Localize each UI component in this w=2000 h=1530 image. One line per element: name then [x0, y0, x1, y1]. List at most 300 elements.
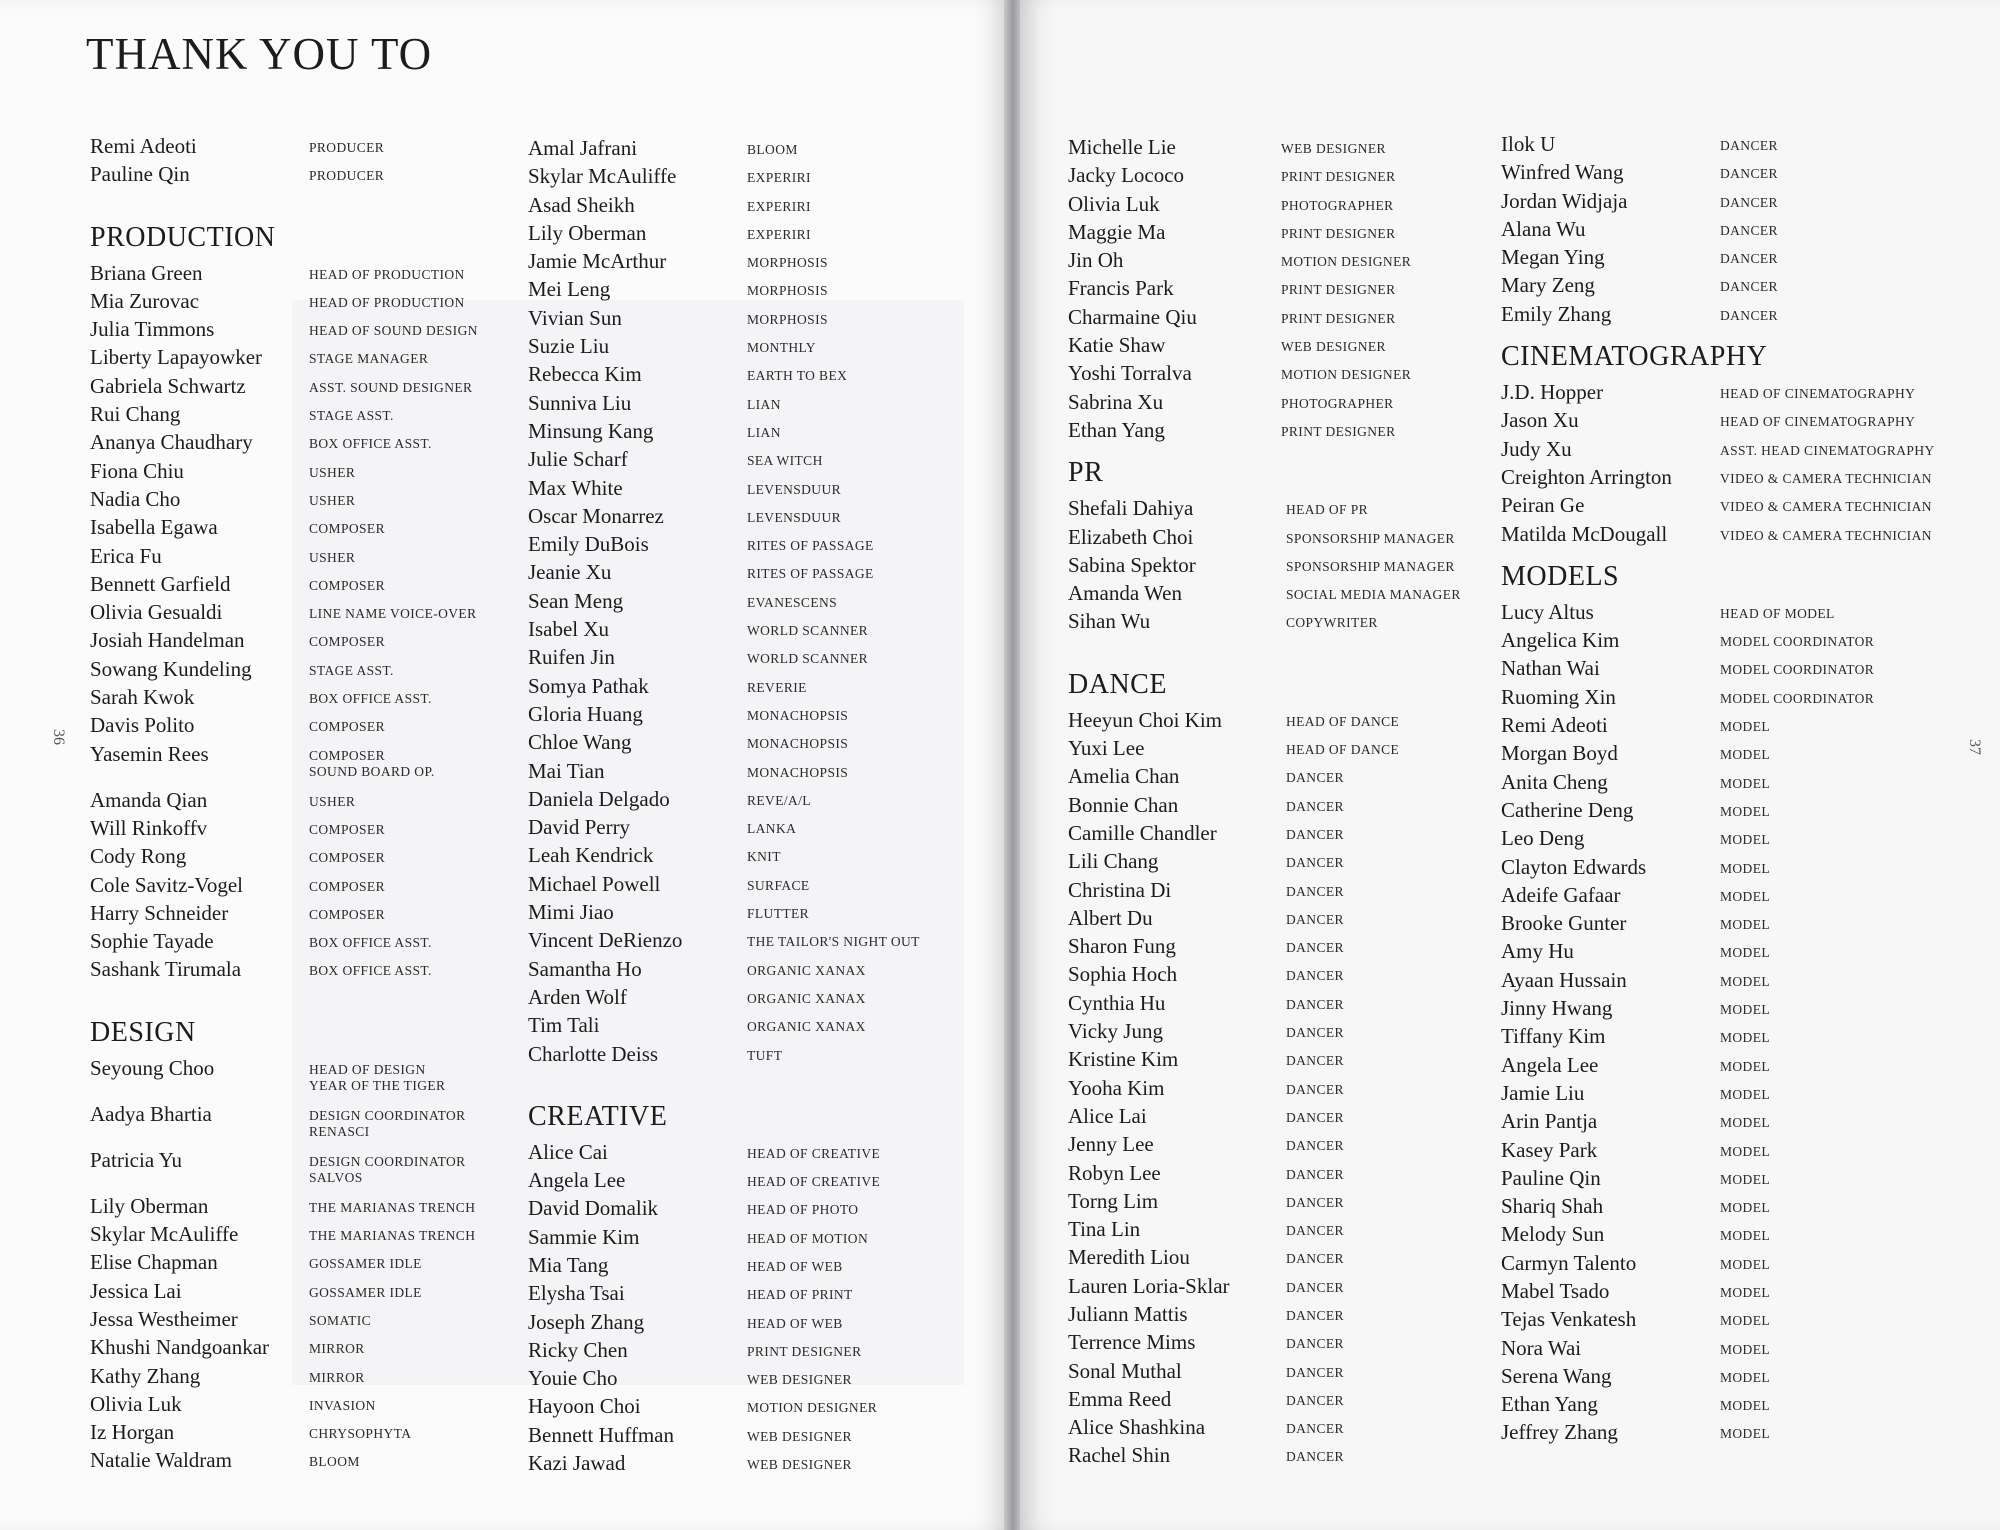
producers-list [90, 132, 478, 189]
credit-role [1720, 654, 1874, 678]
credit-role [1286, 1102, 1344, 1126]
credit-row [90, 400, 478, 428]
credit-role [747, 1138, 880, 1162]
credit-role [1281, 303, 1395, 327]
credit-role [1286, 523, 1455, 547]
credit-row [528, 1194, 920, 1222]
credit-role [1720, 130, 1778, 154]
credit-name: Kazi Jawad [528, 1451, 626, 1476]
credit-row [1501, 406, 1935, 434]
credit-role [309, 899, 385, 923]
credit-name: Amanda Qian [90, 787, 208, 812]
credit-role-line: MORPHOSIS [747, 311, 828, 327]
credit-role-line: SOCIAL MEDIA MANAGER [1286, 587, 1461, 603]
credit-role-line: MORPHOSIS [747, 283, 828, 299]
credit-role [1281, 133, 1386, 157]
credit-role [747, 445, 823, 469]
credit-role-line: STAGE ASST. [309, 662, 394, 678]
credit-name: Meredith Liou [1068, 1245, 1190, 1270]
credit-role [747, 1421, 852, 1445]
credit-role [309, 711, 385, 735]
credit-row [1068, 1441, 1461, 1469]
credit-row [1068, 1102, 1461, 1130]
credit-name: Max White [528, 475, 623, 500]
credit-role [309, 740, 435, 780]
credit-role [1720, 711, 1770, 735]
credit-row [1501, 768, 1935, 796]
credit-row [1068, 932, 1461, 960]
credit-role [1720, 463, 1932, 487]
credit-role [1281, 331, 1386, 355]
credit-name: Ricky Chen [528, 1337, 628, 1362]
credit-role-line: MODEL [1720, 888, 1770, 904]
credit-role-line: WEB DESIGNER [1281, 141, 1386, 156]
credit-role [309, 1220, 475, 1244]
credit-role [747, 1251, 843, 1275]
credit-role-line: WORLD SCANNER [747, 623, 869, 639]
credit-row [90, 955, 478, 983]
credit-role [1281, 218, 1395, 242]
credit-role [309, 598, 476, 622]
credit-role-line: MONTHLY [747, 340, 816, 356]
credit-role [1720, 215, 1778, 239]
credit-role [1720, 491, 1932, 515]
credit-role-line: INVASION [309, 1397, 376, 1413]
credit-role-line: LIAN [747, 424, 781, 440]
credit-name: Rachel Shin [1068, 1443, 1171, 1468]
credit-row [1501, 187, 1935, 215]
credit-role-line: MIRROR [309, 1369, 365, 1385]
credit-role-line: VIDEO & CAMERA TECHNICIAN [1720, 527, 1932, 543]
credit-name: Kasey Park [1501, 1137, 1598, 1162]
credit-role [747, 1166, 880, 1190]
credit-name: Rui Chang [90, 402, 181, 427]
credit-role [747, 785, 811, 809]
credit-name: Nora Wai [1501, 1335, 1582, 1360]
credit-role-line: FLUTTER [747, 906, 810, 922]
credit-name: Elysha Tsai [528, 1281, 625, 1306]
credit-role-line: DANCER [1286, 883, 1344, 899]
credit-name: Fiona Chiu [90, 458, 184, 483]
credit-role-line: DESIGN COORDINATOR [309, 1107, 466, 1123]
credit-row [1501, 1249, 1935, 1277]
credit-name: Remi Adeoti [90, 134, 197, 158]
credit-role [1720, 243, 1778, 267]
credit-role-line: HEAD OF PR [1286, 502, 1369, 518]
credit-row [90, 485, 478, 513]
credit-row [1068, 303, 1461, 331]
credit-name: Sean Meng [528, 588, 624, 613]
credit-role-line: USHER [309, 492, 356, 508]
credit-row [90, 1418, 478, 1446]
credit-name: Josiah Handelman [90, 628, 245, 653]
credit-role-line: COMPOSER [309, 906, 385, 922]
credit-role [1286, 847, 1344, 871]
credit-role-line: DANCER [1286, 1421, 1344, 1437]
credit-row [1501, 1051, 1935, 1079]
credit-role [309, 683, 432, 707]
credit-role-line: DANCER [1286, 1025, 1344, 1041]
credit-name: Elizabeth Choi [1068, 524, 1194, 549]
credit-role-line: PRINT DESIGNER [1281, 423, 1396, 439]
design-heading: DESIGN [90, 1016, 196, 1048]
credit-row [90, 1100, 478, 1146]
credit-role [747, 898, 809, 922]
credit-role [747, 643, 868, 667]
credit-role [309, 1100, 466, 1140]
credit-role [309, 287, 465, 311]
credit-role-line: COMPOSER [309, 850, 385, 866]
credit-role [1720, 909, 1770, 933]
credit-row [528, 134, 920, 162]
credit-role [1286, 989, 1344, 1013]
credit-row [90, 740, 478, 786]
credit-name: Cynthia Hu [1068, 990, 1166, 1015]
credit-row [90, 132, 478, 160]
credit-row [1501, 491, 1935, 519]
credit-role [309, 871, 385, 895]
credit-name: Mabel Tsado [1501, 1278, 1610, 1303]
credit-row [1068, 762, 1461, 790]
credit-name: Jinny Hwang [1501, 996, 1613, 1021]
credit-row [1068, 246, 1461, 274]
credit-row [1068, 190, 1461, 218]
credit-role [309, 485, 355, 509]
credit-role-line: DANCER [1720, 194, 1778, 210]
credit-role [1720, 824, 1770, 848]
credit-row [90, 711, 478, 739]
credit-role [747, 1223, 868, 1247]
credit-role [309, 1305, 371, 1329]
credit-row [1501, 158, 1935, 186]
credit-role [1720, 1334, 1770, 1358]
credit-role-line: MODEL [1720, 1256, 1770, 1272]
credit-name: Harry Schneider [90, 900, 229, 925]
credit-name: Jessica Lai [90, 1278, 182, 1303]
credit-row [90, 287, 478, 315]
credit-role-line: WEB DESIGNER [747, 1457, 852, 1473]
credit-name: Sharon Fung [1068, 934, 1176, 959]
credit-row [528, 360, 920, 388]
credit-role-line: GOSSAMER IDLE [309, 1256, 422, 1272]
pr-heading: PR [1068, 457, 1104, 489]
credit-row [1501, 1220, 1935, 1248]
credit-role-line: MONACHOPSIS [747, 736, 849, 752]
credit-row [1501, 271, 1935, 299]
credit-name: Julia Timmons [90, 317, 215, 342]
credit-role [1281, 161, 1395, 185]
credit-name: Yasemin Rees [90, 741, 209, 766]
credit-row [1501, 1107, 1935, 1135]
credit-row [528, 643, 920, 671]
credit-role [309, 428, 432, 452]
credit-role-line: DANCER [1286, 798, 1344, 814]
credit-role-line: LINE NAME VOICE-OVER [309, 606, 477, 622]
credit-name: Patricia Yu [90, 1147, 182, 1172]
credit-name: Angela Lee [528, 1168, 626, 1193]
credit-role [1720, 1305, 1770, 1329]
credit-row [1501, 654, 1935, 682]
credit-role [309, 513, 385, 537]
production-list [90, 259, 478, 984]
credit-name: Youie Cho [528, 1366, 618, 1391]
credit-role-line: COMPOSER [309, 634, 385, 650]
credit-role [1286, 1357, 1344, 1381]
credit-row [528, 757, 920, 785]
credit-name: Peiran Ge [1501, 493, 1585, 518]
credit-row [528, 304, 920, 332]
credit-role [1286, 607, 1378, 631]
credit-name: Natalie Waldram [90, 1448, 232, 1473]
credit-row [1501, 243, 1935, 271]
credit-name: Alice Shashkina [1068, 1415, 1206, 1440]
credit-row [528, 275, 920, 303]
credit-row [90, 428, 478, 456]
credit-name: Jeanie Xu [528, 560, 612, 585]
credit-name: Katie Shaw [1068, 333, 1166, 358]
credit-role [747, 926, 920, 950]
credit-name: Minsung Kang [528, 418, 654, 443]
credit-row [528, 672, 920, 700]
credit-row [1501, 626, 1935, 654]
credit-role-line: DANCER [1286, 770, 1344, 786]
credit-role-line: HEAD OF WEB [747, 1258, 843, 1274]
credit-row [528, 1223, 920, 1251]
credit-role-line: ORGANIC XANAX [747, 1019, 866, 1035]
credit-role [1720, 796, 1770, 820]
credit-role-line: BOX OFFICE ASST. [309, 436, 432, 452]
credit-name: Leo Deng [1501, 826, 1585, 851]
credit-name: Lili Chang [1068, 849, 1159, 874]
credit-name: Maggie Ma [1068, 219, 1166, 244]
credit-role [1720, 1192, 1770, 1216]
credit-role [309, 1248, 422, 1272]
credit-role [747, 728, 848, 752]
credit-role [1720, 1136, 1770, 1160]
credit-role-line: COMPOSER [309, 719, 385, 735]
credit-name: Ethan Yang [1068, 417, 1165, 442]
credit-role-line: HEAD OF MODEL [1720, 605, 1835, 621]
credit-name: Cody Rong [90, 844, 187, 869]
credit-row [1068, 1045, 1461, 1073]
credit-role [747, 841, 781, 865]
credit-role [1720, 1022, 1770, 1046]
credit-row [528, 219, 920, 247]
credit-role [1720, 994, 1770, 1018]
dance-list-continued [1501, 130, 1935, 328]
credit-row [528, 1166, 920, 1194]
credit-row [1501, 1277, 1935, 1305]
credit-row [90, 1248, 478, 1276]
credit-name: Torng Lim [1068, 1188, 1159, 1213]
credit-name: Clayton Edwards [1501, 854, 1647, 879]
credit-name: Brooke Gunter [1501, 911, 1627, 936]
credit-row [528, 1279, 920, 1307]
credit-row [1501, 300, 1935, 328]
credit-role-line: COMPOSER [309, 521, 385, 537]
credit-role-line: HEAD OF PRINT [747, 1287, 853, 1303]
credit-row [528, 615, 920, 643]
credit-row [1501, 520, 1935, 548]
credit-role [1286, 1215, 1344, 1239]
credit-name: Isabel Xu [528, 617, 610, 642]
credit-role-line: ASST. SOUND DESIGNER [309, 379, 473, 395]
credit-role [309, 457, 355, 481]
credit-name: Jacky Lococo [1068, 163, 1185, 188]
credit-role-line: WEB DESIGNER [1281, 339, 1386, 355]
credit-row [528, 898, 920, 926]
credit-role [309, 542, 355, 566]
credit-role [1286, 706, 1399, 730]
credit-role [747, 134, 798, 158]
credit-name: Rebecca Kim [528, 362, 642, 387]
credit-row [528, 955, 920, 983]
credit-role-line: DANCER [1286, 996, 1344, 1012]
credit-row [1501, 1192, 1935, 1220]
credit-role [1720, 881, 1770, 905]
credit-row [1501, 824, 1935, 852]
credit-row [90, 655, 478, 683]
credit-row [90, 871, 478, 899]
credit-role [1720, 1390, 1770, 1414]
credit-role-line: MODEL [1720, 945, 1770, 961]
credit-role [1720, 739, 1770, 763]
credit-name: Sophie Tayade [90, 929, 214, 954]
credit-role [309, 1418, 411, 1442]
credit-row [528, 558, 920, 586]
credit-name: Olivia Gesualdi [90, 600, 223, 625]
credit-row [528, 332, 920, 360]
credit-row [1068, 579, 1461, 607]
credit-role-line: HEAD OF PRODUCTION [309, 294, 465, 310]
credit-role-line: MODEL [1720, 860, 1770, 876]
credit-role-line: HEAD OF DESIGN [309, 1061, 426, 1077]
credit-name: Aadya Bhartia [90, 1101, 212, 1126]
credit-role [747, 983, 866, 1007]
credit-row [90, 842, 478, 870]
pr-list [1068, 494, 1461, 635]
credit-role-line: PRINT DESIGNER [1281, 282, 1396, 298]
credit-role [747, 1194, 858, 1218]
credit-row [528, 1138, 920, 1166]
credit-role-line: EVANESCENS [747, 594, 838, 610]
credit-role [1720, 406, 1915, 430]
credit-name: Winfred Wang [1501, 160, 1624, 185]
credit-name: Iz Horgan [90, 1420, 175, 1445]
credit-role-line: MODEL [1720, 1398, 1770, 1414]
credit-role [1286, 1017, 1344, 1041]
credit-row [528, 1040, 920, 1068]
credit-name: Shariq Shah [1501, 1194, 1604, 1219]
credit-role [1286, 932, 1344, 956]
credit-role-line: THE MARIANAS TRENCH [309, 1228, 476, 1244]
credit-name: Seyoung Choo [90, 1055, 215, 1080]
credit-role [309, 1333, 365, 1357]
credit-row [528, 728, 920, 756]
credit-role-line: MODEL [1720, 719, 1770, 735]
credit-name: David Perry [528, 815, 631, 840]
credit-row [1501, 1164, 1935, 1192]
credit-role [1281, 274, 1395, 298]
credit-role-line: LEVENSDUUR [747, 509, 841, 525]
credit-row [528, 530, 920, 558]
credit-role-line: PRODUCER [309, 140, 385, 155]
credits-column-3 [1068, 133, 1461, 1470]
credit-role [747, 304, 828, 328]
credit-role-line: BLOOM [309, 1454, 360, 1470]
credit-role-line: REVERIE [747, 679, 807, 695]
credit-role-line: DANCER [1286, 1109, 1344, 1125]
credit-row [90, 899, 478, 927]
credit-role [309, 570, 385, 594]
credit-role-line: MODEL [1720, 917, 1770, 933]
credit-name: Emma Reed [1068, 1386, 1172, 1411]
design-list [90, 1054, 478, 1475]
credit-role-line: MORPHOSIS [747, 255, 828, 271]
credit-name: Anita Cheng [1501, 769, 1608, 794]
credit-role [309, 1390, 376, 1414]
credit-row [1068, 1017, 1461, 1045]
credit-row [528, 474, 920, 502]
credit-role [747, 360, 847, 384]
credit-row [1068, 161, 1461, 189]
credit-role [1720, 1107, 1770, 1131]
credit-role-line: HEAD OF CREATIVE [747, 1145, 881, 1161]
credit-row [90, 1146, 478, 1192]
credit-role-line: DANCER [1286, 826, 1344, 842]
credit-role [1286, 904, 1344, 928]
credit-role-line: RITES OF PASSAGE [747, 538, 874, 554]
dance-list [1068, 706, 1461, 1470]
credit-role-line: DANCER [1286, 1194, 1344, 1210]
credit-role [1286, 494, 1368, 518]
credit-row [1068, 274, 1461, 302]
credit-row [1501, 463, 1935, 491]
credit-role-line: BOX OFFICE ASST. [309, 691, 432, 707]
credit-role-line: COMPOSER [309, 878, 385, 894]
credit-role [1281, 388, 1394, 412]
credit-row [1068, 133, 1461, 161]
credit-row [528, 785, 920, 813]
credit-name: David Domalik [528, 1196, 659, 1221]
credit-name: Jenny Lee [1068, 1132, 1154, 1157]
credit-row [1068, 331, 1461, 359]
credit-role-line: SURFACE [747, 877, 810, 893]
credit-role [747, 615, 868, 639]
credit-row [90, 343, 478, 371]
credit-name: Terrence Mims [1068, 1330, 1196, 1355]
credit-role [747, 1392, 877, 1416]
credit-role-line: REVE/A/L [747, 792, 811, 808]
credit-role-line: SEA WITCH [747, 453, 823, 469]
credit-name: Robyn Lee [1068, 1160, 1161, 1185]
credit-role [747, 247, 828, 271]
credit-role [1720, 1249, 1770, 1273]
credit-name: Amelia Chan [1068, 764, 1180, 789]
credits-column-4 [1501, 130, 1935, 1447]
credit-name: Isabella Egawa [90, 515, 218, 540]
credit-role-line: DANCER [1286, 911, 1344, 927]
credit-role [747, 162, 811, 186]
credit-role [1720, 1277, 1770, 1301]
credit-role [747, 1279, 853, 1303]
credit-row [1501, 435, 1935, 463]
credit-name: Somya Pathak [528, 673, 649, 698]
credit-row [528, 870, 920, 898]
credit-row [528, 445, 920, 473]
credit-name: Camille Chandler [1068, 820, 1217, 845]
credit-role-line: THE TAILOR'S NIGHT OUT [747, 934, 920, 950]
